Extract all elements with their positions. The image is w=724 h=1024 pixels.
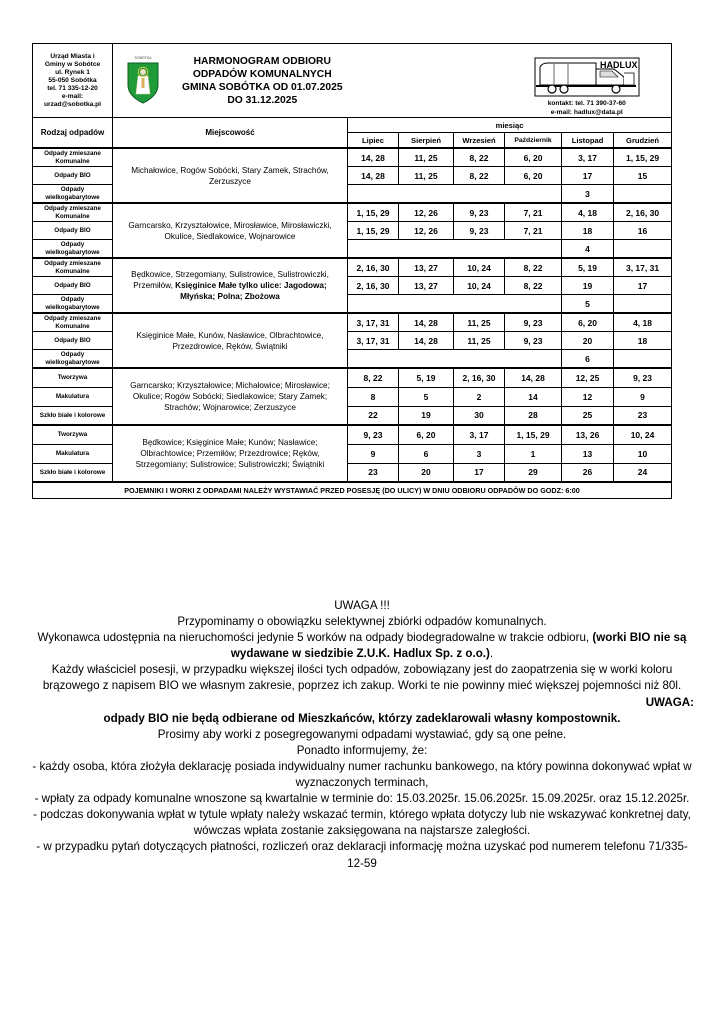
date-cell: 1, 15, 29 <box>614 148 672 167</box>
header-spacer <box>348 44 505 118</box>
header-title-cell <box>113 44 348 118</box>
empty-cell <box>348 350 562 369</box>
waste-type-label: Makulatura <box>33 444 113 463</box>
truck-logo <box>507 54 668 99</box>
date-cell: 12, 26 <box>399 203 454 222</box>
date-cell: 6, 20 <box>505 167 562 185</box>
date-cell: 13, 27 <box>399 277 454 295</box>
notice-paragraph <box>30 630 694 662</box>
date-cell: 8 <box>348 387 399 406</box>
waste-type-label: Odpady BIO <box>33 167 113 185</box>
date-cell: 12, 25 <box>562 368 614 387</box>
waste-type-label: Odpady wielkogabarytowe <box>33 295 113 314</box>
truck-brand: HADLUX <box>599 60 638 70</box>
date-cell: 23 <box>614 406 672 425</box>
waste-type-label: Odpady BIO <box>33 332 113 350</box>
date-cell: 6 <box>399 444 454 463</box>
col-waste-type: Rodzaj odpadów <box>33 118 113 149</box>
date-cell: 6, 20 <box>399 425 454 444</box>
date-cell: 1 <box>505 444 562 463</box>
date-cell: 22 <box>348 406 399 425</box>
date-cell: 29 <box>505 463 562 482</box>
month-september: Wrzesień <box>454 133 505 149</box>
month-october: Październik <box>505 133 562 149</box>
office-phone: tel. 71 335-12-20 <box>47 84 98 92</box>
contractor-email: e-mail: hadlux@data.pl <box>550 109 623 116</box>
table-row <box>33 425 672 444</box>
locality-cell: Księginice Małe, Kunów, Nasławice, Olbrachtowice, Przezdrowice, Ręków, Świątniki <box>113 313 348 368</box>
date-cell: 5 <box>399 387 454 406</box>
empty-cell <box>348 295 562 314</box>
garbage-truck-icon <box>534 57 640 97</box>
date-cell: 10, 24 <box>614 425 672 444</box>
date-cell: 30 <box>454 406 505 425</box>
date-cell: 4, 18 <box>562 203 614 222</box>
date-cell: 18 <box>562 222 614 240</box>
crest <box>113 56 173 105</box>
notice-bullet: - wpłaty za odpady komunalne wnoszone są kwartalnie w terminie do: 15.03.2025r. 15.06.2025r. 15.09.2025r. oraz 15.12.2025r. <box>34 792 690 806</box>
date-cell: 6, 20 <box>562 313 614 332</box>
date-cell: 2, 16, 30 <box>348 277 399 295</box>
date-cell: 3, 17, 31 <box>348 313 399 332</box>
waste-type-label: Szkło białe i kolorowe <box>33 463 113 482</box>
contractor-cell <box>505 44 672 118</box>
date-cell: 18 <box>614 332 672 350</box>
waste-type-label: Odpady wielkogabarytowe <box>33 350 113 369</box>
date-cell: 1, 15, 29 <box>348 222 399 240</box>
date-cell: 9 <box>348 444 399 463</box>
notice-heading: UWAGA !!! <box>334 599 390 612</box>
date-cell: 11, 25 <box>454 332 505 350</box>
waste-type-label: Szkło białe i kolorowe <box>33 406 113 425</box>
date-cell: 13, 27 <box>399 258 454 277</box>
notice-bullet: - podczas dokonywania wpłat w tytule wpłaty należy wskazać termin, którego wpłata dotyczy lub nie wskazywać konkretnej daty, wówczas wpłata zostanie zaksięgowana na najstarsze zaległości. <box>33 808 691 838</box>
waste-type-label: Tworzywa <box>33 425 113 444</box>
office-name-1: Urząd Miasta i <box>50 52 95 60</box>
notice-bullet: - w przypadku pytań dotyczących płatności, rozliczeń oraz deklaracji informację można uzyskać pod numerem telefonu 71/335-12-59 <box>36 840 688 870</box>
schedule-subtitle: GMINA SOBÓTKA OD 01.07.2025 DO 31.12.2025 <box>181 81 343 106</box>
date-cell: 3, 17 <box>454 425 505 444</box>
date-cell: 15 <box>614 167 672 185</box>
date-cell: 3, 17 <box>562 148 614 167</box>
table-row <box>33 203 672 222</box>
column-header-row <box>33 118 672 133</box>
waste-type-label: Odpady zmieszane Komunalne <box>33 203 113 222</box>
date-cell: 6, 20 <box>505 148 562 167</box>
date-cell: 10, 24 <box>454 277 505 295</box>
coat-of-arms-icon <box>126 61 160 105</box>
waste-type-label: Tworzywa <box>33 368 113 387</box>
date-cell: 17 <box>562 167 614 185</box>
date-cell: 10 <box>614 444 672 463</box>
notice-paragraph: Prosimy aby worki z posegregowanymi odpadami wystawiać, gdy są one pełne. <box>157 727 567 741</box>
date-cell: 14, 28 <box>348 148 399 167</box>
date-cell: 26 <box>562 463 614 482</box>
date-cell: 2, 16, 30 <box>614 203 672 222</box>
locality-cell <box>113 258 348 313</box>
date-cell: 3, 17, 31 <box>614 258 672 277</box>
contractor-phone: kontakt: tel. 71 390-37-60 <box>547 100 626 107</box>
date-cell: 19 <box>399 406 454 425</box>
date-cell: 5 <box>562 295 614 314</box>
footer-row <box>33 482 672 499</box>
office-postcode: 55-050 Sobótka <box>48 76 97 84</box>
date-cell: 2 <box>454 387 505 406</box>
footer-note: POJEMNIKI I WORKI Z ODPADAMI NALEŻY WYSTAWIAĆ PRZED POSESJĘ (DO ULICY) W DNIU ODBIORU ODPADÓW DO GODZ: 6:00 <box>33 482 672 499</box>
waste-type-label: Odpady zmieszane Komunalne <box>33 258 113 277</box>
table-row <box>33 368 672 387</box>
notice-text: Wykonawca udostępnia na nieruchomości jedynie 5 worków na odpady biodegradowalne w trakcie odbioru, <box>37 631 590 645</box>
office-address <box>33 44 113 118</box>
empty-cell <box>614 185 672 204</box>
date-cell: 7, 21 <box>505 203 562 222</box>
schedule-table <box>32 43 672 499</box>
date-cell: 1, 15, 29 <box>505 425 562 444</box>
empty-cell <box>348 240 562 259</box>
date-cell: 17 <box>614 277 672 295</box>
date-cell: 14, 28 <box>399 313 454 332</box>
date-cell: 11, 25 <box>399 148 454 167</box>
date-cell: 20 <box>562 332 614 350</box>
date-cell: 14, 28 <box>399 332 454 350</box>
date-cell: 12, 26 <box>399 222 454 240</box>
date-cell: 2, 16, 30 <box>348 258 399 277</box>
notice-text: Każdy właściciel posesji, w przypadku większej ilości tych odpadów, zobowiązany jest do zaopatrzenia się w worki koloru brązowego z napisem BIO we własnym zakresie, poprzez ich zakup. Worki te nie powinny mieć większej pojemności niż 80l. <box>42 663 682 693</box>
table-row <box>33 313 672 332</box>
table-row <box>33 148 672 167</box>
locality-cell: Garncarsko; Krzyształowice; Michałowice; Mirosławice; Okulice; Rogów Sobócki; Siedlakowice; Stary Zamek; Strachów; Wojnarowice; Zerzuszyce <box>113 368 348 425</box>
date-cell: 2, 16, 30 <box>454 368 505 387</box>
month-december: Grudzień <box>614 133 672 149</box>
date-cell: 3 <box>454 444 505 463</box>
notice-paragraph <box>30 662 694 710</box>
waste-type-label: Odpady BIO <box>33 222 113 240</box>
locality-cell: Michałowice, Rogów Sobócki, Stary Zamek, Strachów, Zerzuszyce <box>113 148 348 203</box>
date-cell: 4 <box>562 240 614 259</box>
schedule-title: HARMONOGRAM ODBIORU ODPADÓW KOMUNALNYCH <box>192 55 332 80</box>
notice-bullet: - każdy osoba, która złożyła deklarację posiada indywidualny numer rachunku bankowego, na który powinna dokonywać wpłat w wyznaczonych terminach, <box>32 759 692 790</box>
locality-cell: Garncarsko, Krzyształowice, Mirosławice, Mirosławiczki, Okulice, Siedlakowice, Wojnarowice <box>113 203 348 258</box>
date-cell: 7, 21 <box>505 222 562 240</box>
locality-cell: Będkowice; Księginice Małe; Kunów; Nasławice; Olbrachtowice; Przemiłów; Przezdrowice; Ręków, Strzegomiany; Sulistrowice; Sulistrowiczki; Świątniki <box>113 425 348 482</box>
month-august: Sierpień <box>399 133 454 149</box>
header-row <box>33 44 672 118</box>
office-name-2: Gminy w Sobótce <box>44 60 101 68</box>
office-street: ul. Rynek 1 <box>55 68 90 76</box>
notice-text: . <box>489 647 494 661</box>
empty-cell <box>614 295 672 314</box>
date-cell: 14, 28 <box>505 368 562 387</box>
month-july: Lipiec <box>348 133 399 149</box>
date-cell: 11, 25 <box>454 313 505 332</box>
date-cell: 20 <box>399 463 454 482</box>
locality-text-bold: Księginice Małe tylko ulice: Jagodowa; Młyńska; Polna; Zbożowa <box>175 281 327 301</box>
date-cell: 14, 28 <box>348 167 399 185</box>
date-cell: 24 <box>614 463 672 482</box>
date-cell: 9, 23 <box>614 368 672 387</box>
date-cell: 8, 22 <box>505 258 562 277</box>
date-cell: 13 <box>562 444 614 463</box>
waste-type-label: Odpady zmieszane Komunalne <box>33 148 113 167</box>
waste-type-label: Odpady zmieszane Komunalne <box>33 313 113 332</box>
date-cell: 9, 23 <box>454 222 505 240</box>
month-november: Listopad <box>562 133 614 149</box>
notice-warning-text: odpady BIO nie będą odbierane od Mieszkańców, którzy zadeklarowali własny kompostownik. <box>103 711 621 725</box>
date-cell: 5, 19 <box>562 258 614 277</box>
office-email: urzad@sobotka.pl <box>44 100 101 108</box>
empty-cell <box>348 185 562 204</box>
date-cell: 8, 22 <box>454 148 505 167</box>
notice-section <box>30 598 694 872</box>
waste-type-label: Odpady BIO <box>33 277 113 295</box>
col-locality: Miejscowość <box>113 118 348 149</box>
date-cell: 9 <box>614 387 672 406</box>
date-cell: 17 <box>454 463 505 482</box>
date-cell: 28 <box>505 406 562 425</box>
notice-warning-label: UWAGA: <box>645 695 694 709</box>
date-cell: 9, 23 <box>505 332 562 350</box>
date-cell: 13, 26 <box>562 425 614 444</box>
office-email-label: e-mail: <box>61 92 84 100</box>
waste-type-label: Makulatura <box>33 387 113 406</box>
date-cell: 6 <box>562 350 614 369</box>
date-cell: 3 <box>562 185 614 204</box>
date-cell: 4, 18 <box>614 313 672 332</box>
date-cell: 11, 25 <box>399 167 454 185</box>
date-cell: 1, 15, 29 <box>348 203 399 222</box>
date-cell: 8, 22 <box>454 167 505 185</box>
date-cell: 8, 22 <box>348 368 399 387</box>
date-cell: 19 <box>562 277 614 295</box>
date-cell: 9, 23 <box>505 313 562 332</box>
date-cell: 9, 23 <box>348 425 399 444</box>
waste-type-label: Odpady wielkogabarytowe <box>33 240 113 259</box>
date-cell: 25 <box>562 406 614 425</box>
empty-cell <box>614 240 672 259</box>
date-cell: 23 <box>348 463 399 482</box>
date-cell: 16 <box>614 222 672 240</box>
notice-paragraph: Przypominamy o obowiązku selektywnej zbiórki odpadów komunalnych. <box>177 615 547 629</box>
notice-text-bold: (worki BIO nie są wydawane w siedzibie Z.U.K. Hadlux Sp. z o.o.) <box>230 631 687 661</box>
date-cell: 3, 17, 31 <box>348 332 399 350</box>
empty-cell <box>614 350 672 369</box>
col-month-group: miesiąc <box>348 118 672 133</box>
table-row <box>33 258 672 277</box>
waste-type-label: Odpady wielkogabarytowe <box>33 185 113 204</box>
date-cell: 12 <box>562 387 614 406</box>
date-cell: 14 <box>505 387 562 406</box>
date-cell: 10, 24 <box>454 258 505 277</box>
date-cell: 9, 23 <box>454 203 505 222</box>
notice-paragraph: Ponadto informujemy, że: <box>296 743 428 757</box>
locality-text: Będkowice, Strzegomiany, Sulistrowice, Sulistrowiczki, Przemiłów, <box>131 270 329 290</box>
date-cell: 8, 22 <box>505 277 562 295</box>
crest-label: SOBÓTKA <box>134 56 152 60</box>
date-cell: 5, 19 <box>399 368 454 387</box>
